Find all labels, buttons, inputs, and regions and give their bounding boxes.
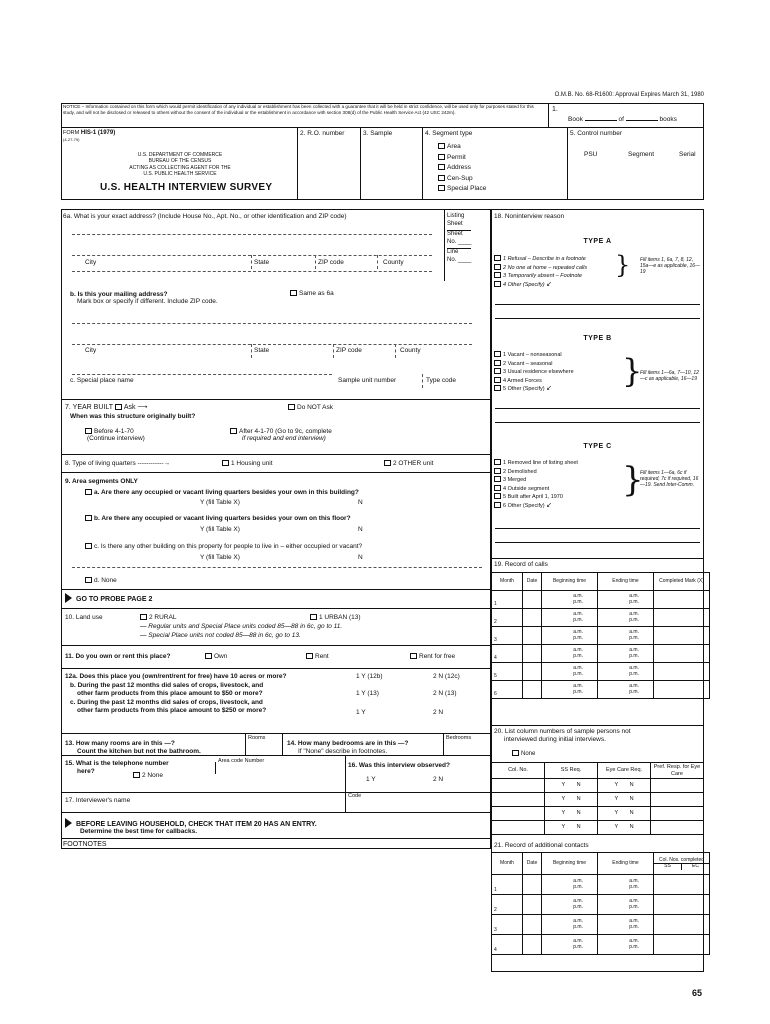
contacts-header-row (492, 853, 710, 875)
am-label: a.m. (573, 877, 583, 884)
no-option[interactable]: N (576, 824, 581, 831)
q17-label: 17. Interviewer's name (65, 797, 131, 804)
contacts-col-title: Col. Nos. completed (658, 856, 705, 863)
q11-free-checkbox[interactable]: Rent for free (410, 653, 455, 660)
q7-dna-checkbox[interactable]: Do NOT Ask (288, 404, 333, 411)
contacts-col-title: Month (500, 859, 514, 866)
q14-label: 14. How many bedrooms are in this —? (287, 740, 409, 747)
leaving-instruction: BEFORE LEAVING HOUSEHOLD, CHECK THAT ITEM 20 HAS AN ENTRY. (65, 818, 317, 829)
q6a-county: County (383, 259, 404, 266)
segment-censup-checkbox[interactable]: Cen-Sup (438, 174, 486, 185)
am-label: a.m. (573, 664, 583, 671)
sample-label: 3. Sample (363, 130, 393, 137)
type-c-note: Fill items 1—6a, 6c if required, 7c if required, 16—19. Send Inter-Comm. (640, 470, 699, 488)
q16-yes[interactable]: 1 Y (366, 776, 376, 783)
q16-label: 16. Was this interview observed? (348, 762, 450, 769)
q9a-no[interactable]: N (358, 499, 363, 506)
rooms-label: Rooms (248, 735, 266, 741)
callback-note: Determine the best time for callbacks. (80, 828, 198, 835)
q6b-label: b. Is this your mailing address? (70, 291, 168, 298)
record-of-calls-table (491, 572, 704, 699)
pm-label: p.m. (629, 903, 639, 910)
q12a-no[interactable]: 2 N (12c) (433, 673, 460, 680)
am-label: a.m. (629, 592, 639, 599)
calls-time-cell[interactable] (542, 627, 598, 645)
pm-label: p.m. (573, 923, 583, 930)
am-label: a.m. (629, 897, 639, 904)
q12c-no[interactable]: 2 N (433, 709, 444, 716)
calls-row-number: 3 (492, 627, 523, 645)
yn-cell[interactable] (545, 821, 598, 835)
yn-cell[interactable] (598, 807, 651, 821)
q12b-label: b. During the past 12 months did sales of crops, livestock, and (70, 682, 264, 689)
col-no-cell[interactable] (492, 793, 545, 807)
q7-ask-checkbox[interactable] (115, 404, 122, 410)
type-a-option-3[interactable]: 3 Temporarily absent – Footnote (494, 272, 587, 281)
calls-row-number: 6 (492, 681, 523, 699)
am-label: a.m. (573, 646, 583, 653)
q9c-no[interactable]: N (358, 554, 363, 561)
calls-row-number: 2 (492, 609, 523, 627)
yn-cell[interactable] (545, 779, 598, 793)
q9a-checkbox[interactable]: a. Are there any occupied or vacant living quarters besides your own in this building? (85, 489, 359, 496)
pm-label: p.m. (629, 634, 639, 641)
col-no-cell[interactable] (492, 807, 545, 821)
contacts-time-cell[interactable] (598, 915, 654, 935)
contacts-col-header (542, 853, 598, 875)
q12b-no[interactable]: 2 N (13) (433, 690, 457, 697)
q9a-yes[interactable]: Y (fill Table X) (200, 499, 240, 506)
calls-col-header: Month (492, 573, 523, 591)
sample-row (492, 821, 704, 835)
q12c-label: c. During the past 12 months did sales of crops, livestock, and (70, 699, 263, 706)
pm-label: p.m. (573, 598, 583, 605)
pm-label: p.m. (573, 634, 583, 641)
type-a-option-2[interactable]: 2 No one at home – repeated calls (494, 264, 587, 273)
q21-label: 21. Record of additional contacts (494, 842, 589, 849)
calls-col-header: Ending time (598, 573, 654, 591)
col-no-cell[interactable] (492, 779, 545, 793)
control-number-label: 5. Control number (570, 130, 623, 137)
contacts-row (492, 895, 710, 915)
calls-time-cell[interactable] (598, 627, 654, 645)
q12b-label2: other farm products from this place amount to $50 or more? (77, 690, 263, 697)
calls-time-cell[interactable] (598, 645, 654, 663)
q15-here: here? (77, 768, 95, 775)
type-b-option-5[interactable]: 5 Other (Specify) ↙ (494, 385, 574, 394)
calls-completed-cell[interactable] (654, 663, 710, 681)
pm-label: p.m. (573, 943, 583, 950)
segment-type-options (438, 142, 486, 195)
q20-label2: interviewed during initial interviews. (504, 736, 606, 743)
ro-number-label: 2. R.O. number (300, 130, 345, 137)
segment-special-checkbox[interactable]: Special Place (438, 184, 486, 195)
pm-label: p.m. (573, 903, 583, 910)
calls-date-cell[interactable] (523, 609, 542, 627)
am-label: a.m. (629, 628, 639, 635)
q13-label: 13. How many rooms are in this —? (65, 740, 175, 747)
calls-header-row (492, 573, 710, 591)
q6a-city: City (85, 259, 97, 266)
calls-row-number: 1 (492, 591, 523, 609)
type-a-option-1[interactable]: 1 Refusal – Describe in a footnote (494, 255, 587, 264)
type-a-heading: TYPE A (583, 238, 612, 245)
yes-option[interactable]: Y (614, 824, 619, 831)
type-c-option-5[interactable]: 5 Built after April 1, 1970 (494, 493, 578, 502)
listing-sheet: Listing Sheet Sheet No. ____ Line No. ____ (447, 213, 472, 263)
q10-rural-checkbox[interactable]: 2 RURAL (140, 614, 176, 621)
pref-resp-cell[interactable] (651, 807, 704, 821)
type-a-note: Fill items 1, 6a, 7, 8, 12, 15a—e as applicable, 16—19 (640, 257, 701, 275)
calls-time-cell[interactable] (542, 645, 598, 663)
pm-label: p.m. (573, 670, 583, 677)
am-label: a.m. (629, 917, 639, 924)
contacts-date-cell[interactable] (523, 895, 542, 915)
bedrooms-label: Bedrooms (446, 735, 472, 741)
calls-date-cell[interactable] (523, 663, 542, 681)
pm-label: p.m. (629, 883, 639, 890)
calls-completed-cell[interactable] (654, 591, 710, 609)
calls-date-cell[interactable] (523, 591, 542, 609)
type-b-options (494, 351, 574, 394)
survey-title: U.S. HEALTH INTERVIEW SURVEY (100, 182, 273, 193)
q15-label: 15. What is the telephone number (65, 760, 169, 767)
q12a-yes[interactable]: 1 Y (12b) (356, 673, 383, 680)
q7-after-checkbox[interactable]: After 4-1-70 (Go to 9c, complete if required and end interview) (230, 428, 332, 443)
footnotes-label: FOOTNOTES (63, 841, 107, 848)
serial-label: Serial (679, 151, 696, 158)
contacts-col-header (654, 853, 710, 875)
pm-label: p.m. (573, 883, 583, 890)
q11-own-checkbox[interactable]: Own (205, 653, 227, 660)
code-label: Code (348, 793, 362, 799)
sample-col-header: Col. No. (492, 763, 545, 779)
psu-label: PSU (584, 151, 598, 158)
type-b-option-3[interactable]: 3 Usual residence elsewhere (494, 368, 574, 377)
contacts-row-number: 1 (492, 875, 523, 895)
sample-col-header: Eye Care Req. (598, 763, 651, 779)
pm-label: p.m. (573, 652, 583, 659)
type-b-option-1[interactable]: 1 Vacant – nonseasonal (494, 351, 574, 360)
pm-label: p.m. (629, 670, 639, 677)
q8-housing-checkbox[interactable]: 1 Housing unit (222, 460, 273, 467)
contacts-completed-cell[interactable] (654, 875, 710, 895)
q16-no[interactable]: 2 N (433, 776, 444, 783)
am-label: a.m. (629, 664, 639, 671)
q6a-zip: ZIP code (318, 259, 344, 266)
yn-cell[interactable] (545, 793, 598, 807)
no-option[interactable]: N (629, 810, 634, 817)
q6b-city: City (85, 347, 97, 354)
am-label: a.m. (573, 610, 583, 617)
yes-option[interactable]: Y (561, 810, 566, 817)
contacts-subcol: SS (664, 863, 671, 869)
calls-completed-cell[interactable] (654, 609, 710, 627)
am-label: a.m. (573, 628, 583, 635)
calls-time-cell[interactable] (598, 663, 654, 681)
calls-row (492, 663, 710, 681)
agency-block: U.S. DEPARTMENT OF COMMERCE BUREAU OF THE CENSUS ACTING AS COLLECTING AGENT FOR THE U.S. PUBLIC HEALTH SERVICE (129, 152, 231, 177)
q8-other-checkbox[interactable]: 2 OTHER unit (384, 460, 433, 467)
yes-option[interactable]: Y (614, 782, 619, 789)
am-label: a.m. (629, 877, 639, 884)
area-code-label: Area code Number (218, 758, 265, 764)
q6b-zip: ZIP code (336, 347, 362, 354)
am-label: a.m. (573, 937, 583, 944)
contacts-time-cell[interactable] (542, 895, 598, 915)
contacts-row (492, 915, 710, 935)
q13-sub: Count the kitchen but not the bathroom. (77, 748, 201, 755)
q20-label: 20. List column numbers of sample persons not (494, 728, 631, 735)
contacts-grid (491, 852, 710, 955)
yes-option[interactable]: Y (561, 796, 566, 803)
contacts-completed-cell[interactable] (654, 935, 710, 955)
type-b-option-2[interactable]: 2 Vacant – seasonal (494, 360, 574, 369)
q11-rent-checkbox[interactable]: Rent (306, 653, 329, 660)
am-label: a.m. (629, 682, 639, 689)
q6c-type: Type code (426, 377, 456, 384)
page-number: 65 (692, 988, 703, 998)
type-c-option-1[interactable]: 1 Removed line of listing sheet (494, 459, 578, 468)
pm-label: p.m. (629, 943, 639, 950)
form-id: FORM HIS-1 (1979) (63, 130, 116, 136)
q19-label: 19. Record of calls (494, 561, 548, 568)
q9b-checkbox[interactable]: b. Are there any occupied or vacant living quarters besides your own on this floor? (85, 515, 351, 522)
contacts-time-cell[interactable] (542, 875, 598, 895)
pm-label: p.m. (573, 616, 583, 623)
q9d-checkbox[interactable]: d. None (85, 577, 117, 584)
am-label: a.m. (573, 592, 583, 599)
type-a-options (494, 255, 587, 289)
am-label: a.m. (573, 897, 583, 904)
q8-label: 8. Type of living quarters ------------→ (65, 460, 170, 467)
no-option[interactable]: N (629, 782, 634, 789)
contacts-row-number: 4 (492, 935, 523, 955)
pref-resp-cell[interactable] (651, 793, 704, 807)
contacts-date-cell[interactable] (523, 935, 542, 955)
yn-cell[interactable] (545, 807, 598, 821)
contacts-date-cell[interactable] (523, 915, 542, 935)
q10-note1: — Regular units and Special Place units coded 85—88 in 6c, go to 11. (140, 623, 343, 630)
type-c-option-2[interactable]: 2 Demolished (494, 468, 578, 477)
q6b-sub: Mark box or specify if different. Include ZIP code. (77, 298, 218, 305)
calls-row (492, 609, 710, 627)
q11-label: 11. Do you own or rent this place? (65, 653, 171, 660)
calls-row (492, 591, 710, 609)
contacts-subheader (654, 863, 709, 870)
segment-area-checkbox[interactable]: Area (438, 142, 486, 153)
calls-time-cell[interactable] (542, 681, 598, 699)
yn-cell[interactable] (598, 793, 651, 807)
contacts-subcol: EC (681, 864, 709, 870)
calls-completed-cell[interactable] (654, 627, 710, 645)
type-b-heading: TYPE B (583, 335, 612, 342)
sample-row (492, 793, 704, 807)
q7-before-checkbox[interactable]: Before 4-1-70 (Continue interview) (87, 428, 145, 443)
sample-grid (491, 762, 704, 835)
calls-date-cell[interactable] (523, 681, 542, 699)
contacts-date-cell[interactable] (523, 875, 542, 895)
am-label: a.m. (629, 610, 639, 617)
calls-col-header: Date (523, 573, 542, 591)
q9c-yes[interactable]: Y (fill Table X) (200, 554, 240, 561)
type-c-option-4[interactable]: 4 Outside segment (494, 485, 578, 494)
calls-grid (491, 572, 710, 699)
segment-type-label: 4. Segment type (425, 130, 473, 137)
additional-contacts-table (491, 852, 704, 955)
q10-label: 10. Land use (65, 614, 103, 621)
type-c-heading: TYPE C (583, 443, 612, 450)
contacts-col-header (492, 853, 523, 875)
pm-label: p.m. (629, 598, 639, 605)
sample-row (492, 807, 704, 821)
yes-option[interactable]: Y (561, 824, 566, 831)
type-c-option-6[interactable]: 6 Other (Specify) ↙ (494, 502, 578, 511)
q6a-label: 6a. What is your exact address? (Include House No., Apt. No., or other identification and ZIP code) (63, 213, 347, 220)
yes-option[interactable]: Y (614, 796, 619, 803)
yes-option[interactable]: Y (561, 782, 566, 789)
privacy-notice: NOTICE – Information contained on this form which would permit identification of any individual or establishment has been collected with a guarantee that it will be held in strict confidence, will be used only for purposes stated for this study, and will not be disclosed or released to others without the consent of the individual or the establishment in accordance with section 308(d) of the Public Health Service Act (42 USC 242m). (63, 104, 534, 115)
calls-col-header: Beginning time (542, 573, 598, 591)
q9b-yes[interactable]: Y (fill Table X) (200, 526, 240, 533)
calls-time-cell[interactable] (598, 591, 654, 609)
contacts-col-title: Date (526, 859, 538, 866)
calls-time-cell[interactable] (542, 591, 598, 609)
segment-address-checkbox[interactable]: Address (438, 163, 486, 174)
calls-date-cell[interactable] (523, 627, 542, 645)
yes-option[interactable]: Y (614, 810, 619, 817)
contacts-col-title: Beginning time (552, 859, 587, 866)
calls-row-number: 4 (492, 645, 523, 663)
calls-row (492, 681, 710, 699)
q6b-state: State (254, 347, 270, 354)
calls-completed-cell[interactable] (654, 645, 710, 663)
contacts-completed-cell[interactable] (654, 895, 710, 915)
q12c-label2: other farm products from this place amount to $250 or more? (77, 707, 267, 714)
contacts-row (492, 875, 710, 895)
segment-permit-checkbox[interactable]: Permit (438, 153, 486, 164)
q10-urban-checkbox[interactable]: 1 URBAN (13) (310, 614, 361, 621)
contacts-time-cell[interactable] (542, 935, 598, 955)
no-option[interactable]: N (629, 824, 634, 831)
omb-number: O.M.B. No. 68-R1600: Approval Expires March 31, 1980 (554, 92, 704, 98)
contacts-time-cell[interactable] (598, 935, 654, 955)
yn-cell[interactable] (598, 779, 651, 793)
contacts-row-number: 2 (492, 895, 523, 915)
q18-label: 18. Noninterview reason (494, 213, 565, 220)
q6c-unit: Sample unit number (338, 377, 397, 384)
pm-label: p.m. (573, 688, 583, 695)
sample-header-row (492, 763, 704, 779)
q9b-no[interactable]: N (358, 526, 363, 533)
q6b-same-checkbox[interactable]: Same as 6a (290, 290, 334, 297)
type-a-option-4[interactable]: 4 Other (Specify) ↙ (494, 281, 587, 290)
q10-note2: — Special Place units not coded 85—88 in 6c, go to 13. (140, 632, 301, 639)
calls-completed-cell[interactable] (654, 681, 710, 699)
q12a-label: 12a. Does this place you (own/rent/rent for free) have 10 acres or more? (65, 673, 287, 680)
calls-time-cell[interactable] (598, 609, 654, 627)
q6a-state: State (254, 259, 270, 266)
yn-cell[interactable] (598, 821, 651, 835)
pm-label: p.m. (629, 688, 639, 695)
am-label: a.m. (629, 937, 639, 944)
go-to-probe: GO TO PROBE PAGE 2 (65, 593, 152, 604)
no-option[interactable]: N (629, 796, 634, 803)
no-option[interactable]: N (576, 782, 581, 789)
pm-label: p.m. (629, 923, 639, 930)
box1-number: 1. (552, 106, 558, 113)
am-label: a.m. (573, 682, 583, 689)
sample-col-header: SS Req. (545, 763, 598, 779)
am-label: a.m. (629, 646, 639, 653)
calls-date-cell[interactable] (523, 645, 542, 663)
col-no-cell[interactable] (492, 821, 545, 835)
type-c-options (494, 459, 578, 510)
sample-row (492, 779, 704, 793)
contacts-col-title: Ending time (612, 859, 639, 866)
contacts-col-header (523, 853, 542, 875)
calls-time-cell[interactable] (598, 681, 654, 699)
q20-none-checkbox[interactable]: None (512, 750, 535, 758)
q12c-yes[interactable]: 1 Y (356, 709, 366, 716)
q7-question: When was this structure originally built? (70, 413, 196, 420)
q9c-checkbox[interactable]: c. Is there any other building on this property for people to live in – either occupied or vacant? (85, 543, 362, 550)
calls-row (492, 627, 710, 645)
segment-label: Segment (628, 151, 655, 158)
contacts-col-header (598, 853, 654, 875)
calls-col-header: Completed Mark (X) (654, 573, 710, 591)
q15-none-checkbox[interactable]: 2 None (133, 772, 163, 779)
contacts-time-cell[interactable] (598, 895, 654, 915)
q9-label: 9. Area segments ONLY (65, 478, 138, 485)
sample-persons-table (491, 762, 704, 835)
type-b-option-4[interactable]: 4 Armed Forces (494, 377, 574, 386)
contacts-completed-cell[interactable] (654, 915, 710, 935)
form-code: (4-27-79) (63, 137, 80, 142)
book-label: Book of books (568, 116, 677, 123)
contacts-row-number: 3 (492, 915, 523, 935)
contacts-row (492, 935, 710, 955)
calls-time-cell[interactable] (542, 609, 598, 627)
pm-label: p.m. (629, 652, 639, 659)
am-label: a.m. (573, 917, 583, 924)
pref-resp-cell[interactable] (651, 821, 704, 835)
type-b-note: Fill items 1—6a, 7—10, 12—c as applicable, 16—19 (640, 370, 699, 382)
pm-label: p.m. (629, 616, 639, 623)
pref-resp-cell[interactable] (651, 779, 704, 793)
calls-row-number: 5 (492, 663, 523, 681)
no-option[interactable]: N (576, 796, 581, 803)
calls-row (492, 645, 710, 663)
q12b-yes[interactable]: 1 Y (13) (356, 690, 379, 697)
no-option[interactable]: N (576, 810, 581, 817)
q6b-county: County (400, 347, 421, 354)
q6c-label: c. Special place name (70, 377, 134, 384)
contacts-time-cell[interactable] (542, 915, 598, 935)
q7-label: 7. YEAR BUILT Ask ⟶ (65, 404, 148, 411)
contacts-time-cell[interactable] (598, 875, 654, 895)
q14-sub: If "None" describe in footnotes. (298, 748, 388, 755)
type-c-option-3[interactable]: 3 Merged (494, 476, 578, 485)
sample-col-header: Pref. Resp. for Eye Care (651, 763, 704, 779)
calls-time-cell[interactable] (542, 663, 598, 681)
